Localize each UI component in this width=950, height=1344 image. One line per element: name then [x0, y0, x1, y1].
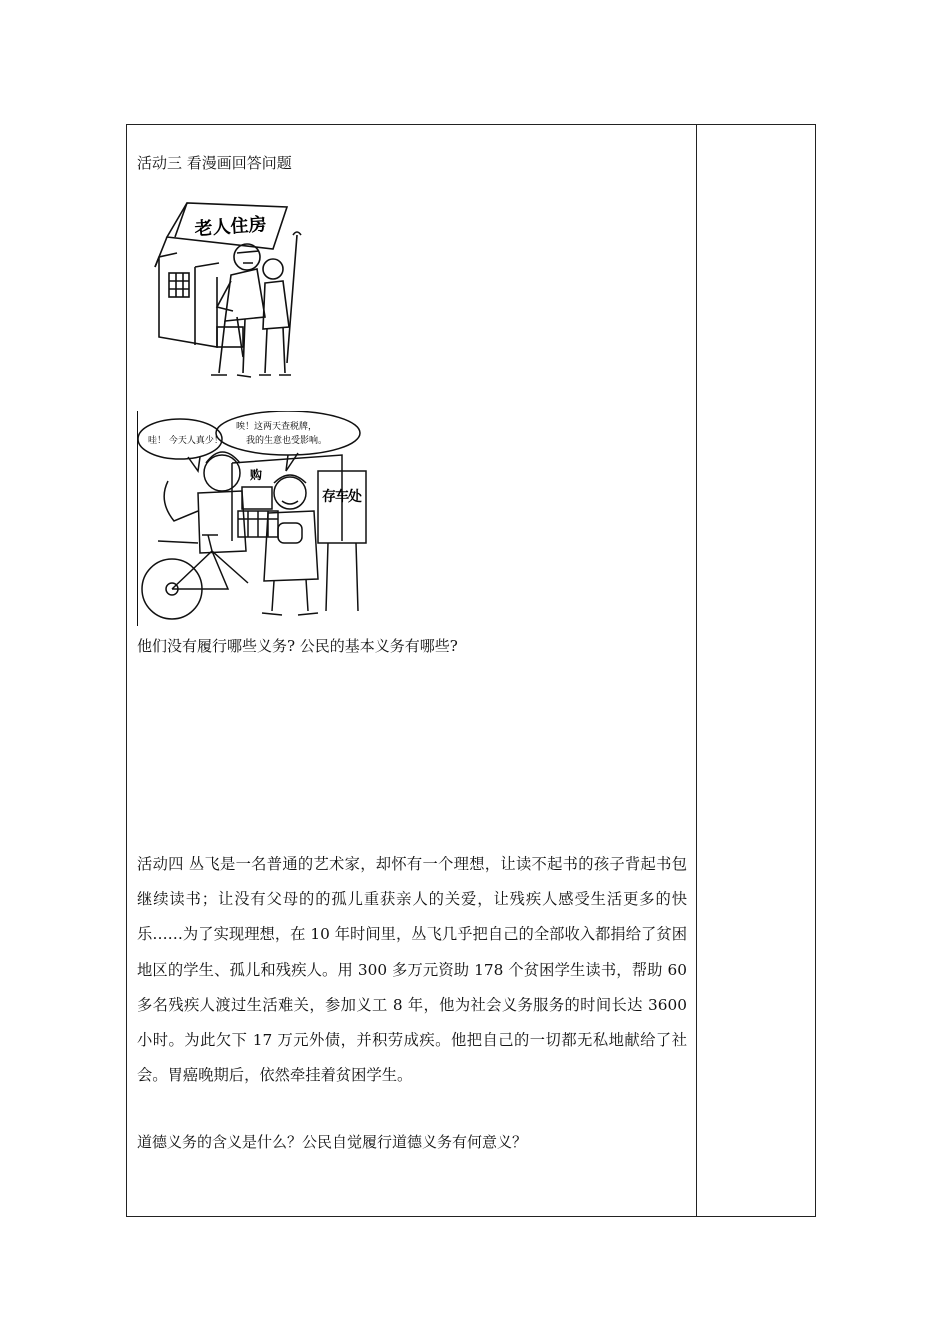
activity3-heading: 活动三 看漫画回答问题 — [137, 154, 292, 172]
comic-bicycle-parking — [137, 411, 370, 626]
lesson-table — [126, 124, 816, 1217]
column-divider — [696, 125, 697, 1216]
activity3-question: 他们没有履行哪些义务? 公民的基本义务有哪些? — [137, 637, 458, 655]
comic2-bubble-left: 哇！ 今天人真少！ — [148, 436, 223, 446]
comic2-bubble-right-line1: 唉！这两天查税牌， — [236, 422, 318, 432]
activity4-passage — [137, 847, 687, 1093]
comic-elderly-housing — [147, 197, 307, 387]
activity4-question: 道德义务的含义是什么？公民自觉履行道德义务有何意义？ — [137, 1133, 528, 1151]
comic1-sign: 老人住房 — [193, 214, 268, 240]
comic2-shop-sign: 购 — [250, 468, 263, 482]
comic2-bubble-right-line2: 我的生意也受影响。 — [246, 436, 328, 446]
activity4-passage-text: 活动四 丛飞是一名普通的艺术家，却怀有一个理想，让读不起书的孩子背起书包继续读书；让没有父母的的孤儿重获亲人的关爱，让残疾人感受生活更多的快乐……为了实现理想，在 10 年时间里，丛飞几乎把自己的全部收入都捐给了贫困地区的学生、孤儿和残疾人。用 300 多万元资助 178 个贫困学生读书，帮助 60 多名残疾人渡过生活难关，参加义工 8 年，他为社会义务服务的时间长达 3600 小时。为此欠下 17 万元外债，并积劳成疾。他把自己的一切都无私地献给了社会。胃癌晚期后，依然牵挂着贫困学生。 — [137, 855, 687, 1085]
comic2-stand-sign: 存车处 — [322, 489, 362, 505]
